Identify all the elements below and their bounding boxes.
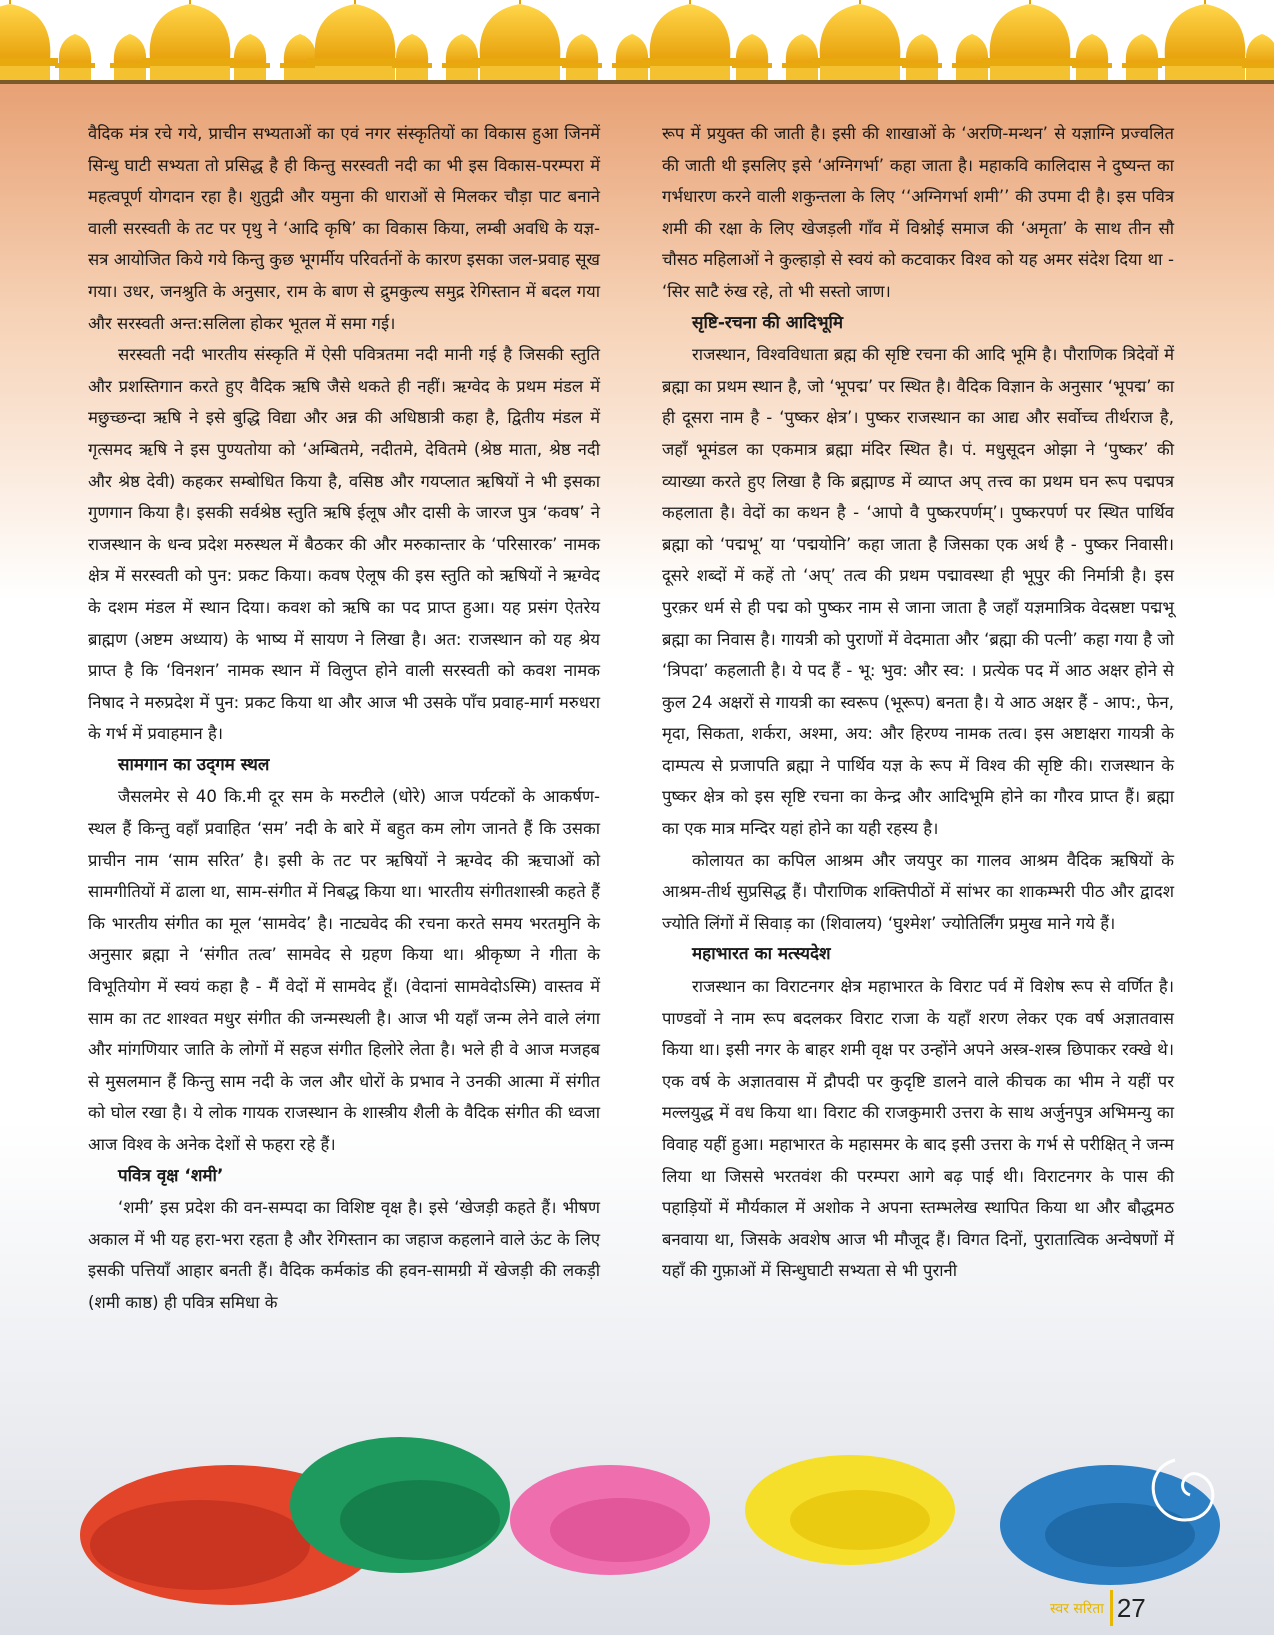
article-column-right — [662, 118, 1174, 1287]
dome-border — [0, 0, 1274, 84]
paragraph: राजस्थान, विश्वविधाता ब्रह्म की सृष्टि रचना की आदि भूमि है। पौराणिक त्रिदेवों में ब्रह्मा का प्रथम स्थान है, जो ‘भूपद्म’ पर स्थित है। वैदिक विज्ञान के अनुसार ‘भूपद्म’ का ही दूसरा नाम है - ‘पुष्कर क्षेत्र’। पुष्कर राजस्थान का आद्य और सर्वोच्च तीर्थराज है, जहाँ भूमंडल का एकमात्र ब्रह्मा मंदिर स्थित है। पं. मधुसूदन ओझा ने ‘पुष्कर’ की व्याख्या करते हुए लिखा है कि ब्रह्माण्ड में व्याप्त अप् तत्त्व का प्रथम घन रूप पद्मपत्र कहलाता है। वेदों का कथन है - ‘आपो वै पुष्करपर्णम्’। पुष्करपर्ण पर स्थित पार्थिव ब्रह्मा को ‘पद्मभू’ या ‘पद्मयोनि’ कहा जाता है जिसका एक अर्थ है - पुष्कर निवासी। दूसरे शब्दों में कहें तो ‘अप्’ तत्व की प्रथम पद्मावस्था ही भूपुर की निर्मात्री है। इस पुरक़र धर्म से ही पद्म को पुष्कर नाम से जाना जाता है जहाँ यज्ञमात्रिक वेदस्रष्टा पद्मभू ब्रह्मा का निवास है। गायत्री को पुराणों में वेदमाता और ‘ब्रह्मा की पत्नी’ कहा गया है जो ‘त्रिपदा’ कहलाती है। ये पद हैं - भू: भुव: और स्व: । प्रत्येक पद में आठ अक्षर होने से कुल 24 अक्षरों से गायत्री का स्वरूप (भूरूप) बनता है। ये आठ अक्षर हैं - आप:, फेन, मृदा, सिकता, शर्करा, अश्मा, अय: और हिरण्य नामक तत्व। इस अष्टाक्षरा गायत्री के दाम्पत्य से प्रजापति ब्रह्मा ने पार्थिव यज्ञ के रूप में विश्व की सृष्टि की। राजस्थान के पुष्कर क्षेत्र को इस सृष्टि रचना का केन्द्र और आदिभूमि होने का गौरव प्राप्त हैं। ब्रह्मा का एक मात्र मन्दिर यहां होने का यही रहस्य है। — [662, 345, 1174, 839]
paragraph: ‘शमी’ इस प्रदेश की वन-सम्पदा का विशिष्ट वृक्ष है। इसे ‘खेजड़ी कहते हैं। भीषण अकाल में भी यह हरा-भरा रहता है और रेगिस्तान का जहाज कहलाने वाले ऊंट के लिए इसकी पत्तियाँ आहार बनती हैं। वैदिक कर्मकांड की हवन-सामग्री में खेजड़ी की लकड़ी (शमी काष्ठ) ही पवित्र समिधा के — [88, 1198, 600, 1312]
paragraph: सरस्वती नदी भारतीय संस्कृति में ऐसी पवित्रतमा नदी मानी गई है जिसकी स्तुति और प्रशस्तिगान करते हुए वैदिक ऋषि जैसे थकते ही नहीं। ऋग्वेद के प्रथम मंडल में मछुच्छन्दा ऋषि ने इसे बुद्धि विद्या और अन्न की अधिष्ठात्री कहा है, द्वितीय मंडल में गृत्समद ऋषि ने इस पुण्यतोया को ‘अम्बितमे, नदीतमे, देवितमे (श्रेष्ठ माता, श्रेष्ठ नदी और श्रेष्ठ देवी) कहकर सम्बोधित किया है, वसिष्ठ और गयप्लात ऋषियों ने भी इसका गुणगान किया है। इसकी सर्वश्रेष्ठ स्तुति ऋषि ईलूष और दासी के जारज पुत्र ‘कवष’ ने राजस्थान के धन्व प्रदेश मरुस्थल में बैठकर की और मरुकान्तार के ‘परिसारक’ नामक क्षेत्र में सरस्वती को पुन: प्रकट किया। कवष ऐलूष की इस स्तुति को ऋषियों ने ऋग्वेद के दशम मंडल में स्थान दिया। कवश को ऋषि का पद प्राप्त हुआ। यह प्रसंग ऐतरेय ब्राह्मण (अष्टम अध्याय) के भाष्य में सायण ने लिखा है। अत: राजस्थान को यह श्रेय प्राप्त है कि ‘विनशन’ नामक स्थान में विलुप्त होने वाली सरस्वती को कवश नामक निषाद ने मरुप्रदेश में पुन: प्रकट किया था और आज भी उसके पाँच प्रवाह-मार्ग मरुधरा के गर्भ में प्रवाहमान है। — [88, 345, 600, 744]
page-footer — [1050, 1590, 1146, 1626]
section-heading: पवित्र वृक्ष ‘शमी’ — [118, 1165, 224, 1186]
paragraph: वैदिक मंत्र रचे गये, प्राचीन सभ्यताओं का एवं नगर संस्कृतियों का विकास हुआ जिनमें सिन्धु घाटी सभ्यता तो प्रसिद्ध है ही किन्तु सरस्वती नदी का भी इस विकास-परम्परा में महत्वपूर्ण योगदान रहा है। शुतुद्री और यमुना की धाराओं से मिलकर चौड़ा पाट बनाने वाली सरस्वती के तट पर पृथु ने ‘आदि कृषि’ का विकास किया, लम्बी अवधि के यज्ञ-सत्र आयोजित किये गये किन्तु कुछ भूगर्मीय परिवर्तनों के कारण इसका जल-प्रवाह सूख गया। उधर, जनश्रुति के अनुसार, राम के बाण से द्रुमकुल्य समुद्र रेगिस्तान में बदल गया और सरस्वती अन्त:सलिला होकर भूतल में समा गई। — [88, 124, 600, 333]
article-column-left — [88, 118, 600, 1319]
page-number: 27 — [1116, 1592, 1146, 1623]
section-heading: महाभारत का मत्स्यदेश — [692, 944, 831, 965]
paragraph: जैसलमेर से 40 कि.मी दूर सम के मरुटीले (धोरे) आज पर्यटकों के आकर्षण- स्थल हैं किन्तु वहाँ प्रवाहित ‘सम’ नदी के बारे में बहुत कम लोग जानते हैं कि उसका प्राचीन नाम ‘साम सरित’ है। इसी के तट पर ऋषियों ने ऋग्वेद की ऋचाओं को सामगीतियों में ढाला था, साम-संगीत में निबद्ध किया था। भारतीय संगीतशास्त्री कहते हैं कि भारतीय संगीत का मूल ‘सामवेद’ है। नाट्यवेद की रचना करते समय भरतमुनि के अनुसार ब्रह्मा ने ‘संगीत तत्व’ सामवेद से ग्रहण किया था। श्रीकृष्ण ने गीता के विभूतियोग में स्वयं कहा है - मैं वेदों में सामवेद हूँ। (वेदानां सामवेदोऽस्मि) वास्तव में साम का तट शाश्वत मधुर संगीत की जन्मस्थली है। आज भी यहाँ जन्म लेने वाले लंगा और मांगणियार जाति के लोगों में सहज संगीत हिलोरे लेता है। भले ही वे आज मजहब से मुसलमान हैं किन्तु साम नदी के जल और धोरों के प्रभाव ने उनकी आत्मा में संगीत को घोल रखा है। ये लोक गायक राजस्थान के शास्त्रीय शैली के वैदिक संगीत की ध्वजा आज विश्व के अनेक देशों से फहरा रहे हैं। — [88, 787, 600, 1154]
paragraph: रूप में प्रयुक्त की जाती है। इसी की शाखाओं के ‘अरणि-मन्थन’ से यज्ञाग्नि प्रज्वलित की जाती थी इसलिए इसे ‘अग्निगर्भा’ कहा जाता है। महाकवि कालिदास ने दुष्यन्त का गर्भधारण करने वाली शकुन्तला के लिए ‘‘अग्निगर्भा शमी’’ की उपमा दी है। इस पवित्र शमी की रक्षा के लिए खेजड़ली गाँव में विश्नोई समाज की ‘अमृता’ के साथ तीन सौ चौसठ महिलाओं ने कुल्हाड़ो से स्वयं को कटवाकर विश्व को यह अमर संदेश दिया था - ‘सिर साटै रुंख रहे, तो भी सस्तो जाण। — [662, 124, 1174, 301]
footer-divider — [1110, 1590, 1113, 1626]
section-heading: सामगान का उद्‌गम स्थल — [118, 754, 270, 775]
section-heading: सृष्टि-रचना की आदिभूमि — [692, 312, 844, 333]
magazine-name: स्वर सरिता — [1050, 1600, 1104, 1617]
paragraph: कोलायत का कपिल आश्रम और जयपुर का गालव आश्रम वैदिक ऋषियों के आश्रम-तीर्थ सुप्रसिद्ध हैं। पौराणिक शक्तिपीठों में सांभर का शाकम्भरी पीठ और द्वादश ज्योति लिंगों में सिवाड़ का (शिवालय) ‘घुश्मेश’ ज्योतिर्लिंग प्रमुख माने गये हैं। — [662, 850, 1174, 933]
paragraph: राजस्थान का विराटनगर क्षेत्र महाभारत के विराट पर्व में विशेष रूप से वर्णित है। पाण्डवों ने नाम रूप बदलकर विराट राजा के यहाँ शरण लेकर एक वर्ष अज्ञातवास किया था। इसी नगर के बाहर शमी वृक्ष पर उन्होंने अपने अस्त्र-शस्त्र छिपाकर रक्खे थे। एक वर्ष के अज्ञातवास में द्रौपदी पर कुदृष्टि डालने वाले कीचक का भीम ने यहीं पर मल्लयुद्ध में वध किया था। विराट की राजकुमारी उत्तरा के साथ अर्जुनपुत्र अभिमन्यु का विवाह यहीं हुआ। महाभारत के महासमर के बाद इसी उत्तरा के गर्भ से परीक्षित् ने जन्म लिया था जिससे भरतवंश की परम्परा आगे बढ़ पाई थी। विराटनगर के पास की पहाड़ियों में मौर्यकाल में अशोक ने अपना स्तम्भलेख स्थापित किया था और बौद्धमठ बनवाया था, जिसके अवशेष आज भी मौजूद हैं। विगत दिनों, पुरातात्विक अन्वेषणों में यहाँ की गुफ़ाओं में सिन्धुघाटी सभ्यता से भी पुरानी — [662, 977, 1174, 1281]
